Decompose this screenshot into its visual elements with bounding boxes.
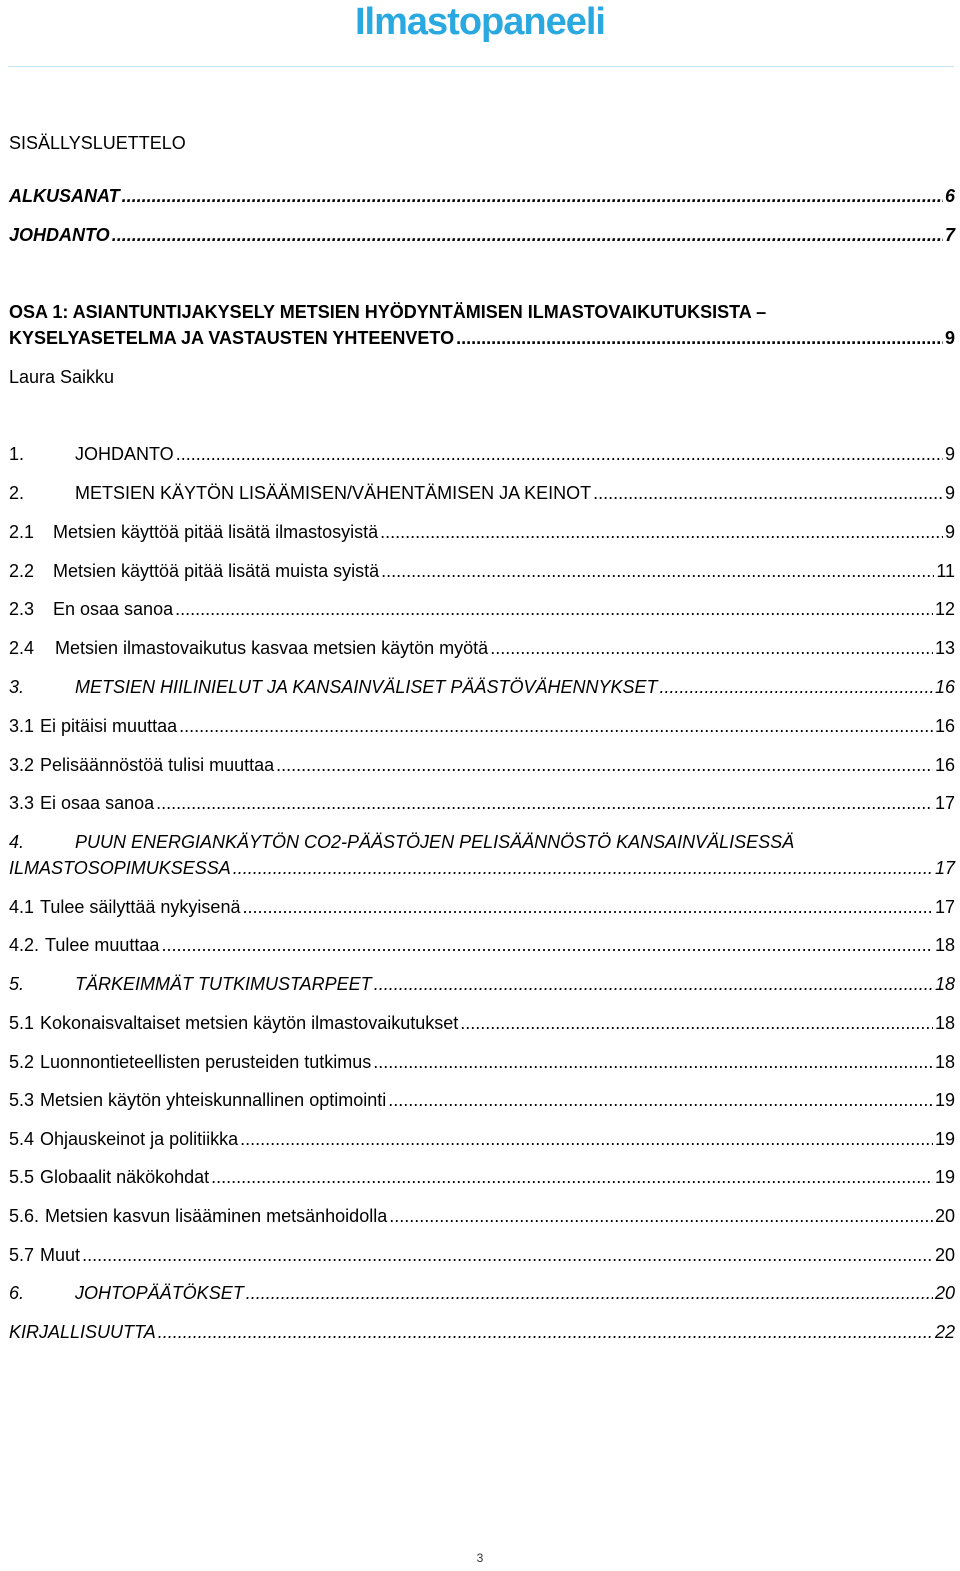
toc-entry-page: 13 (934, 638, 955, 658)
toc-entry-page: 18 (934, 935, 955, 955)
toc-entry-page: 20 (934, 1206, 955, 1226)
toc-leader (233, 858, 933, 879)
toc-leader (374, 974, 933, 995)
author-name: Laura Saikku (9, 367, 115, 387)
toc-entry-page: 18 (934, 1052, 955, 1072)
toc-entry-page: 6 (944, 186, 955, 206)
toc-leader (122, 186, 943, 207)
toc-leader (380, 522, 943, 543)
toc-entry-4[interactable] (9, 858, 955, 880)
toc-entry-number: 5.6. (9, 1206, 40, 1226)
toc-entry-number: 2.3 (9, 599, 35, 619)
toc-entry-3-2[interactable] (9, 755, 955, 777)
toc-entry-title: Tulee säilyttää nykyisenä (40, 897, 241, 917)
toc-entry-number: 3. (9, 677, 25, 697)
toc-entry-4-2[interactable] (9, 935, 955, 957)
toc-entry-page: 16 (934, 677, 955, 697)
toc-entry-2-1[interactable] (9, 522, 955, 544)
toc-part1-title-line1[interactable]: OSA 1: ASIANTUNTIJAKYSELY METSIEN HYÖDYNTÄMISEN ILMASTOVAIKUTUKSISTA – (9, 302, 767, 322)
toc-entry-2-3[interactable] (9, 599, 955, 621)
toc-entry-2-4[interactable] (9, 638, 955, 660)
toc-leader (175, 599, 933, 620)
toc-leader (158, 1322, 933, 1343)
toc-entry-alkusanat[interactable] (9, 186, 955, 208)
toc-entry-title: Tulee muuttaa (45, 935, 160, 955)
toc-entry-page: 16 (934, 755, 955, 775)
toc-entry-5-7[interactable] (9, 1245, 955, 1267)
toc-entry-2-2[interactable] (9, 561, 955, 583)
toc-leader (373, 1052, 933, 1073)
toc-entry-title: Luonnontieteellisten perusteiden tutkimus (40, 1052, 372, 1072)
toc-entry-title: KIRJALLISUUTTA (9, 1322, 156, 1342)
toc-entry-4-line1[interactable] (9, 832, 794, 853)
toc-entry-title: Ei pitäisi muuttaa (40, 716, 178, 736)
toc-leader (161, 935, 933, 956)
toc-entry-page: 20 (934, 1245, 955, 1265)
toc-entry-page: 18 (934, 974, 955, 994)
toc-entry-title-line1: PUUN ENERGIANKÄYTÖN CO2-PÄÄSTÖJEN PELISÄÄNNÖSTÖ KANSAINVÄLISESSÄ (75, 832, 795, 852)
toc-entry-5-2[interactable] (9, 1052, 955, 1074)
toc-entry-title: JOHDANTO (9, 225, 110, 245)
toc-entry-kirjallisuutta[interactable] (9, 1322, 955, 1344)
toc-entry-5-6[interactable] (9, 1206, 955, 1228)
toc-entry-title: En osaa sanoa (53, 599, 174, 619)
toc-entry-title: ALKUSANAT (9, 186, 120, 206)
toc-leader (176, 444, 943, 465)
toc-entry-title: METSIEN HIILINIELUT JA KANSAINVÄLISET PÄÄSTÖVÄHENNYKSET (75, 677, 658, 697)
toc-leader (240, 1129, 933, 1150)
toc-leader (242, 897, 933, 918)
toc-entry-number: 5.5 (9, 1167, 35, 1187)
toc-entry-page: 11 (936, 561, 955, 581)
toc-entry-number: 3.1 (9, 716, 35, 736)
toc-entry-1[interactable] (9, 444, 955, 466)
toc-entry-4-1[interactable] (9, 897, 955, 919)
toc-leader (490, 638, 933, 659)
toc-entry-title: Pelisäännöstöä tulisi muuttaa (40, 755, 275, 775)
toc-entry-page: 18 (934, 1013, 955, 1033)
toc-leader (156, 793, 933, 814)
toc-leader (388, 1090, 933, 1111)
toc-entry-page: 9 (944, 522, 955, 542)
toc-entry-3[interactable] (9, 677, 955, 699)
toc-entry-number: 5.7 (9, 1245, 35, 1265)
ilmastopaneeli-logo (0, 0, 960, 48)
toc-leader (179, 716, 933, 737)
toc-entry-6[interactable] (9, 1283, 955, 1305)
toc-entry-page: 7 (944, 225, 955, 245)
toc-entry-page: 12 (934, 599, 955, 619)
toc-leader (593, 483, 943, 504)
toc-entry-page: 9 (944, 328, 955, 348)
toc-entry-title: Metsien käyttöä pitää lisätä ilmastosyistä (53, 522, 379, 542)
toc-leader (246, 1283, 933, 1304)
toc-entry-page: 20 (934, 1283, 955, 1303)
toc-entry-number: 2.2 (9, 561, 35, 581)
toc-entry-number: 4. (9, 832, 25, 852)
toc-entry-title: METSIEN KÄYTÖN LISÄÄMISEN/VÄHENTÄMISEN JA KEINOT (75, 483, 592, 503)
toc-leader (460, 1013, 933, 1034)
toc-entry-number: 4.2. (9, 935, 40, 955)
toc-entry-number: 2.4 (9, 638, 35, 658)
toc-entry-page: 16 (934, 716, 955, 736)
toc-entry-number: 6. (9, 1283, 25, 1303)
toc-entry-number: 4.1 (9, 897, 35, 917)
toc-entry-number: 1. (9, 444, 25, 464)
toc-entry-3-3[interactable] (9, 793, 955, 815)
toc-entry-2[interactable] (9, 483, 955, 505)
toc-leader (389, 1206, 933, 1227)
toc-entry-title: Metsien käytön yhteiskunnallinen optimointi (40, 1090, 387, 1110)
toc-entry-page: 17 (934, 793, 955, 813)
toc-entry-number: 5.1 (9, 1013, 35, 1033)
toc-entry-page: 17 (934, 897, 955, 917)
toc-leader (456, 328, 943, 349)
toc-entry-5-4[interactable] (9, 1129, 955, 1151)
toc-leader (381, 561, 934, 582)
toc-leader (82, 1245, 933, 1266)
toc-entry-part1[interactable] (9, 328, 955, 350)
toc-entry-title: Kokonaisvaltaiset metsien käytön ilmastovaikutukset (40, 1013, 459, 1033)
toc-entry-page: 9 (944, 483, 955, 503)
toc-entry-number: 5. (9, 974, 25, 994)
toc-entry-number: 2. (9, 483, 25, 503)
toc-heading: SISÄLLYSLUETTELO (9, 133, 186, 153)
toc-entry-title: Globaalit näkökohdat (40, 1167, 210, 1187)
toc-entry-title: Muut (40, 1245, 81, 1265)
toc-entry-title: JOHTOPÄÄTÖKSET (75, 1283, 244, 1303)
toc-entry-3-1[interactable] (9, 716, 955, 738)
toc-entry-title: TÄRKEIMMÄT TUTKIMUSTARPEET (75, 974, 372, 994)
toc-entry-page: 19 (934, 1090, 955, 1110)
logo-text: Ilmastopaneeli (355, 1, 605, 43)
toc-entry-title: Ohjauskeinot ja politiikka (40, 1129, 239, 1149)
toc-entry-title: Metsien kasvun lisääminen metsänhoidolla (45, 1206, 388, 1226)
toc-entry-title: ILMASTOSOPIMUKSESSA (9, 858, 231, 878)
toc-entry-number: 2.1 (9, 522, 35, 542)
toc-entry-page: 22 (934, 1322, 955, 1342)
page-number: 3 (476, 1551, 484, 1565)
toc-leader (112, 225, 943, 246)
toc-entry-5-3[interactable] (9, 1090, 955, 1112)
toc-entry-page: 19 (934, 1167, 955, 1187)
toc-entry-number: 5.3 (9, 1090, 35, 1110)
toc-entry-page: 9 (944, 444, 955, 464)
toc-entry-number: 5.2 (9, 1052, 35, 1072)
toc-entry-page: 17 (934, 858, 955, 878)
toc-entry-5-5[interactable] (9, 1167, 955, 1189)
toc-leader (276, 755, 933, 776)
toc-leader (659, 677, 932, 698)
toc-entry-page: 19 (934, 1129, 955, 1149)
toc-entry-5-1[interactable] (9, 1013, 955, 1035)
toc-entry-5[interactable] (9, 974, 955, 996)
toc-entry-number: 3.2 (9, 755, 35, 775)
toc-entry-title: JOHDANTO (75, 444, 174, 464)
toc-entry-title: Metsien ilmastovaikutus kasvaa metsien käytön myötä (55, 638, 489, 658)
toc-entry-number: 3.3 (9, 793, 35, 813)
toc-entry-johdanto[interactable] (9, 225, 955, 247)
toc-entry-title: Metsien käyttöä pitää lisätä muista syistä (53, 561, 380, 581)
toc-entry-title: Ei osaa sanoa (40, 793, 155, 813)
toc-entry-number: 5.4 (9, 1129, 35, 1149)
toc-entry-title: KYSELYASETELMA JA VASTAUSTEN YHTEENVETO (9, 328, 455, 348)
toc-leader (211, 1167, 933, 1188)
header-divider (8, 66, 954, 67)
